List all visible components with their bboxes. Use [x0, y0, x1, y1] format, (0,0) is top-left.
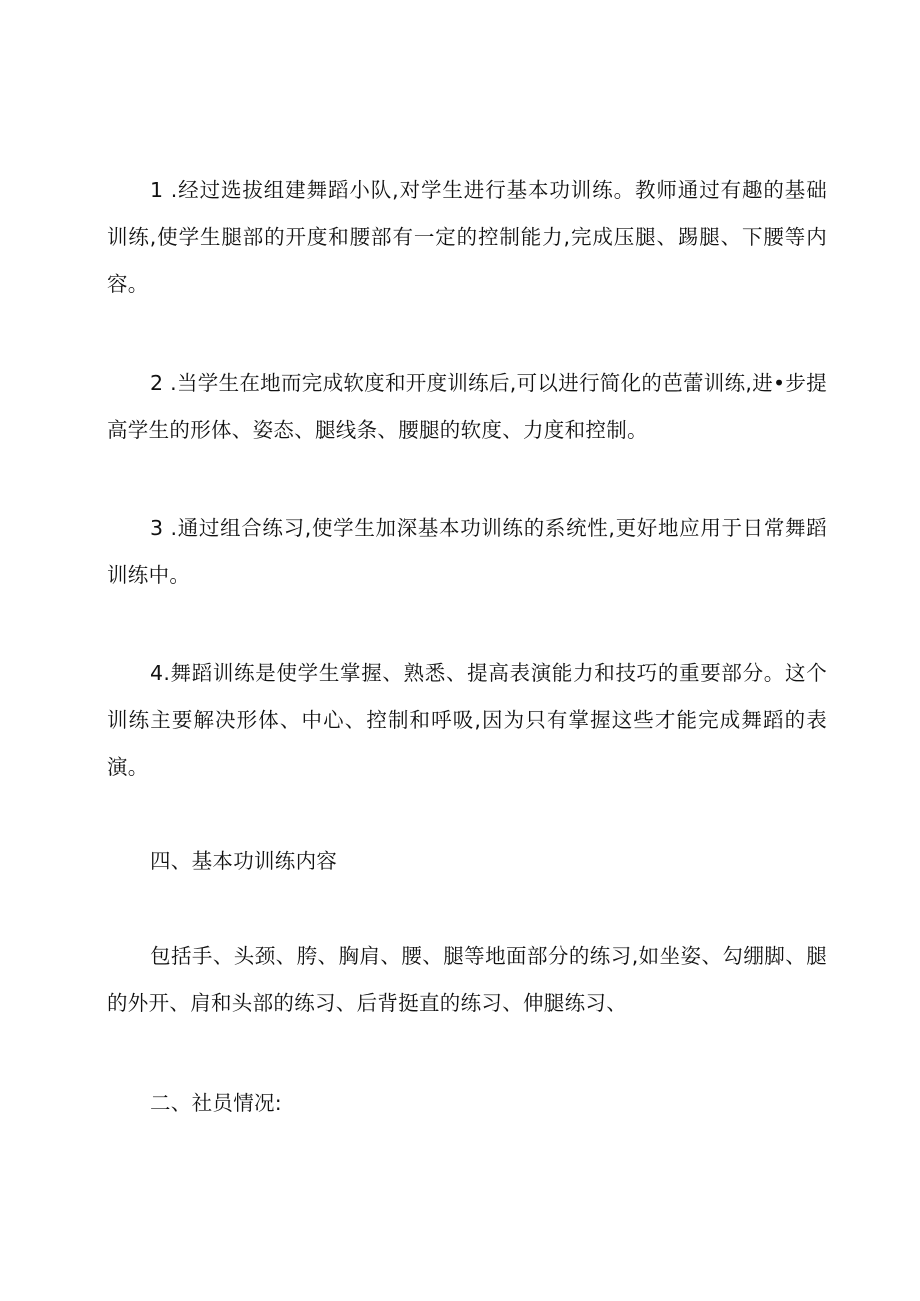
paragraph-item-1: 1 .经过选拔组建舞蹈小队,对学生进行基本功训练。教师通过有趣的基础训练,使学生腿部的开度和腰部有一定的控制能力,完成压腿、踢腿、下腰等内容。 [107, 178, 827, 296]
section-body-training-content: 包括手、头颈、胯、胸肩、腰、腿等地面部分的练习,如坐姿、勾绷脚、腿的外开、肩和头部的练习、后背挺直的练习、伸腿练习、 [107, 944, 827, 1015]
paragraph-item-3: 3 .通过组合练习,使学生加深基本功训练的系统性,更好地应用于日常舞蹈训练中。 [107, 516, 827, 587]
section-heading-member-status: 二、社员情况: [150, 1091, 283, 1115]
paragraph-item-2: 2 .当学生在地而完成软度和开度训练后,可以进行简化的芭蕾训练,进•步提高学生的形体、姿态、腿线条、腰腿的软度、力度和控制。 [107, 371, 827, 442]
paragraph-item-4: 4.舞蹈训练是使学生掌握、熟悉、提高表演能力和技巧的重要部分。这个训练主要解决形体、中心、控制和呼吸,因为只有掌握这些才能完成舞蹈的表演。 [107, 661, 827, 779]
section-heading-basic-training: 四、基本功训练内容 [150, 849, 338, 873]
